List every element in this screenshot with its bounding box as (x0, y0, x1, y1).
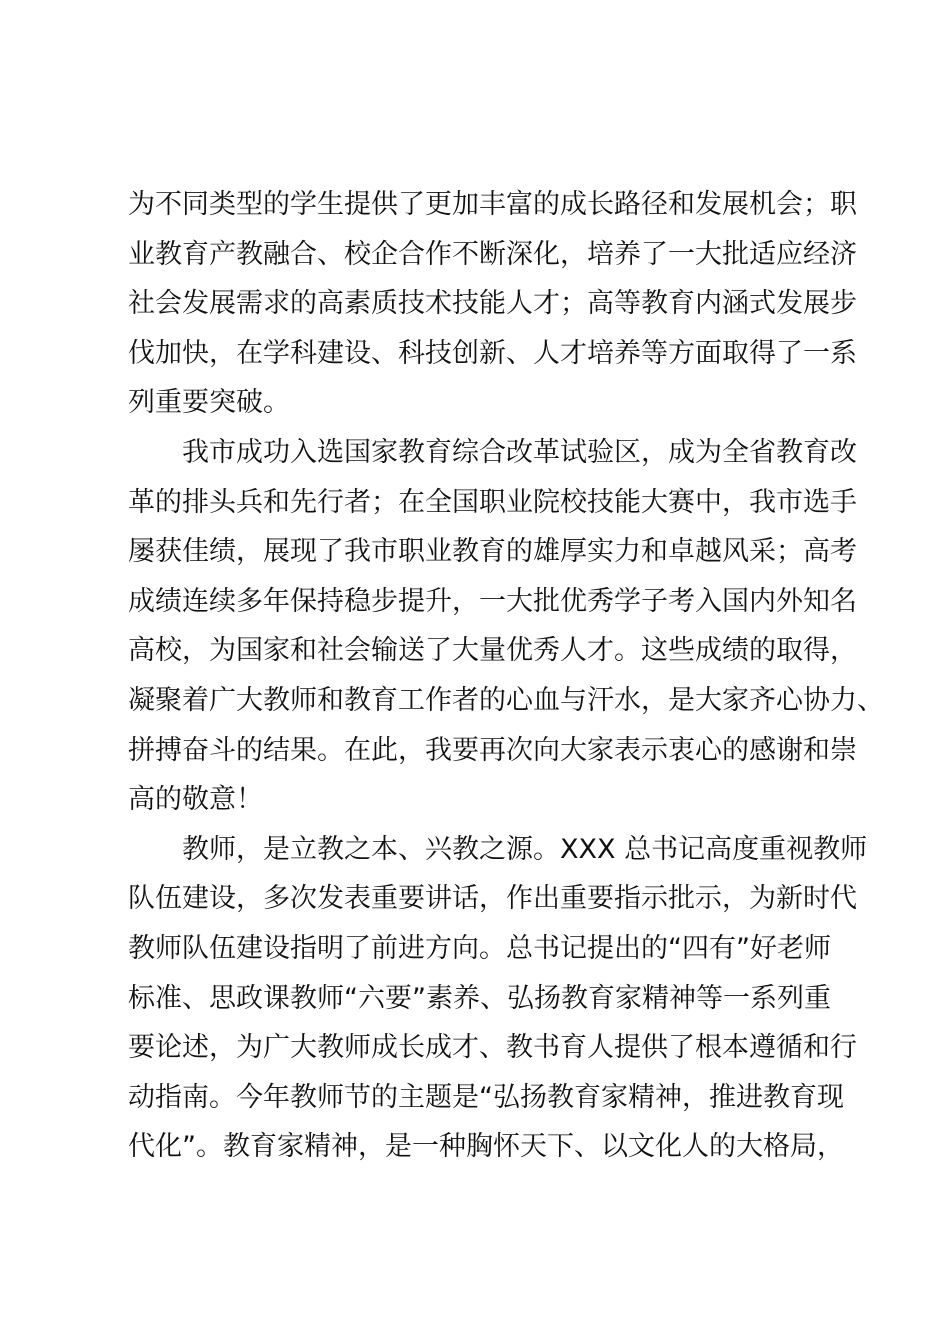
paragraph-first-line: 我市成功入选国家教育综合改革试验区，成为全省教育改 (182, 436, 857, 468)
paragraph-line: 标准、思政课教师“六要”素养、弘扬教育家精神等一系列重 (128, 982, 831, 1014)
paragraph-line: 屡获佳绩，展现了我市职业教育的雄厚实力和卓越风采；高考 (128, 536, 857, 568)
paragraph-line: 队伍建设，多次发表重要讲话，作出重要指示批示，为新时代 (128, 883, 857, 915)
paragraph-line: 高的敬意！ (128, 784, 263, 816)
paragraph-first-line: 教师，是立教之本、兴教之源。XXX 总书记高度重视教师 (182, 833, 868, 865)
paragraph-line: 凝聚着广大教师和教育工作者的心血与汗水，是大家齐心协力、 (128, 684, 884, 716)
paragraph-line: 代化”。教育家精神，是一种胸怀天下、以文化人的大格局， (128, 1131, 844, 1163)
paragraph-1 (128, 180, 858, 428)
paragraph-line: 列重要突破。 (128, 387, 290, 419)
paragraph-line: 动指南。今年教师节的主题是“弘扬教育家精神，推进教育现 (128, 1081, 844, 1113)
paragraph-line: 拼搏奋斗的结果。在此，我要再次向大家表示衷心的感谢和崇 (128, 734, 857, 766)
paragraph-line: 业教育产教融合、校企合作不断深化，培养了一大批适应经济 (128, 238, 857, 270)
document-body (128, 180, 884, 1172)
paragraph-line: 成绩连续多年保持稳步提升，一大批优秀学子考入国内外知名 (128, 585, 857, 617)
paragraph-2 (128, 428, 884, 825)
paragraph-line: 高校，为国家和社会输送了大量优秀人才。这些成绩的取得， (128, 635, 857, 667)
paragraph-line: 伐加快，在学科建设、科技创新、人才培养等方面取得了一系 (128, 337, 857, 369)
paragraph-line: 要论述，为广大教师成长成才、教书育人提供了根本遵循和行 (128, 1032, 857, 1064)
paragraph-line: 为不同类型的学生提供了更加丰富的成长路径和发展机会；职 (128, 189, 857, 220)
paragraph-line: 教师队伍建设指明了前进方向。总书记提出的“四有”好老师 (128, 932, 831, 964)
paragraph-line: 革的排头兵和先行者；在全国职业院校技能大赛中，我市选手 (128, 486, 857, 518)
paragraph-line: 社会发展需求的高素质技术技能人才；高等教育内涵式发展步 (128, 288, 857, 320)
paragraph-3 (128, 825, 868, 1172)
